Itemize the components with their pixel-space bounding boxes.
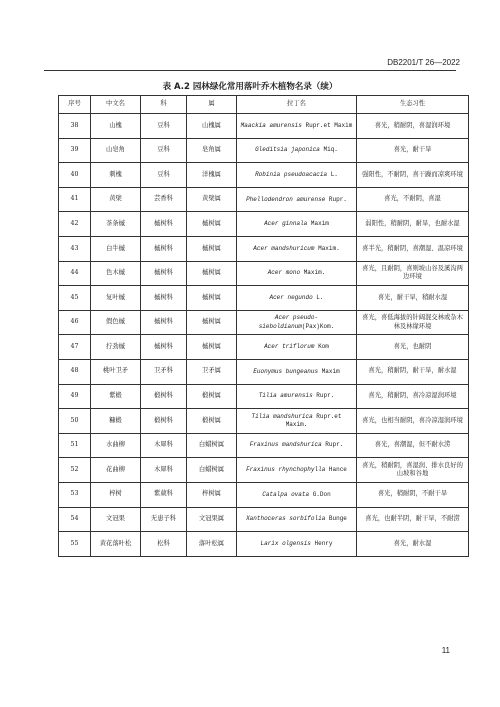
latin-authority: Miq.: [319, 146, 338, 154]
family-cell: 芸香科: [141, 187, 187, 212]
latin-name-cell: [237, 433, 357, 458]
latin-binomial: Tilia amurensis: [258, 392, 313, 400]
ecology-cell: 喜光，也耐阴: [357, 335, 469, 360]
latin-authority: (Pax)Kom.: [301, 322, 335, 330]
latin-authority: Maxim.: [314, 244, 340, 252]
table-row: [59, 482, 469, 507]
chinese-name-cell: 文冠果: [91, 507, 141, 532]
ecology-cell: 喜光，喜低海拔的针阔混交林或杂木林及林缘环境: [357, 310, 469, 335]
table-row: [59, 236, 469, 261]
latin-authority: Rupr.: [312, 392, 335, 400]
table-row: [59, 138, 469, 163]
latin-binomial: Acer pseudo-sieboldianum: [258, 314, 319, 330]
chinese-name-cell: 黄檗: [91, 187, 141, 212]
latin-authority: Henry: [310, 539, 333, 547]
chinese-name-cell: 糠椴: [91, 409, 141, 434]
latin-name-cell: [237, 409, 357, 434]
latin-binomial: Euonymus bungeanus: [253, 367, 319, 375]
ecology-cell: 强阳性，不耐阴，喜干躁而凉爽环境: [357, 163, 469, 188]
page-number: 11: [441, 646, 450, 655]
row-number-cell: 53: [59, 482, 91, 507]
row-number-cell: 49: [59, 384, 91, 409]
row-number-cell: 41: [59, 187, 91, 212]
genus-cell: 槭树属: [187, 261, 237, 286]
latin-authority: L.: [327, 170, 338, 178]
chinese-name-cell: 茶条槭: [91, 212, 141, 237]
family-cell: 豆科: [141, 163, 187, 188]
latin-binomial: Phellodendron amurense: [246, 195, 326, 203]
family-cell: 槭树科: [141, 261, 187, 286]
table-row: [59, 261, 469, 286]
ecology-cell: 喜光，喜潮湿，但不耐水涝: [357, 433, 469, 458]
ecology-cell: 喜光，稍耐阴，耐干旱，耐水湿: [357, 359, 469, 384]
column-header-genus: 属: [187, 96, 237, 114]
family-cell: 木犀科: [141, 458, 187, 483]
row-number-cell: 39: [59, 138, 91, 163]
family-cell: 椴树科: [141, 384, 187, 409]
chinese-name-cell: 紫椴: [91, 384, 141, 409]
latin-binomial: Acer negundo: [269, 293, 313, 301]
latin-authority: Rupr.et Maxim.: [285, 412, 342, 428]
chinese-name-cell: 白牛槭: [91, 236, 141, 261]
latin-authority: L.: [312, 293, 324, 301]
latin-binomial: Larix olgensis: [260, 539, 311, 547]
table-row: [59, 359, 469, 384]
latin-binomial: Acer ginnala: [264, 220, 308, 228]
family-cell: 槭树科: [141, 286, 187, 311]
latin-authority: Maxim: [307, 220, 329, 228]
genus-cell: 槭树属: [187, 310, 237, 335]
table-row: [59, 310, 469, 335]
row-number-cell: 47: [59, 335, 91, 360]
latin-name-cell: [237, 507, 357, 532]
family-cell: 松科: [141, 532, 187, 557]
table-row: [59, 433, 469, 458]
genus-cell: 黄檗属: [187, 187, 237, 212]
chinese-name-cell: 复叶槭: [91, 286, 141, 311]
family-cell: 无患子科: [141, 507, 187, 532]
column-header-latin-name: 拉丁名: [237, 96, 357, 114]
latin-authority: Rupr.et Maxim: [301, 121, 353, 129]
genus-cell: 槭树属: [187, 335, 237, 360]
genus-cell: 白蜡树属: [187, 433, 237, 458]
header-rule: [44, 70, 456, 71]
latin-name-cell: [237, 114, 357, 139]
row-number-cell: 44: [59, 261, 91, 286]
genus-cell: 槭树属: [187, 212, 237, 237]
row-number-cell: 51: [59, 433, 91, 458]
table-row: [59, 409, 469, 434]
ecology-cell: 喜光，耐水湿: [357, 532, 469, 557]
genus-cell: 洋槐属: [187, 163, 237, 188]
family-cell: 木犀科: [141, 433, 187, 458]
row-number-cell: 48: [59, 359, 91, 384]
table-row: [59, 286, 469, 311]
table-row: [59, 212, 469, 237]
latin-authority: Hance: [325, 466, 347, 474]
family-cell: 豆科: [141, 114, 187, 139]
column-header-chinese-name: 中文名: [91, 96, 141, 114]
chinese-name-cell: 梓树: [91, 482, 141, 507]
ecology-cell: 弱阳性，稍耐阴，耐旱，也耐水湿: [357, 212, 469, 237]
latin-name-cell: [237, 310, 357, 335]
latin-binomial: Fraxinus rhynchophylla: [246, 466, 326, 474]
ecology-cell: 喜光，稍耐阴，喜湿润、排水良好的山坡和谷地: [357, 458, 469, 483]
genus-cell: 槭树属: [187, 236, 237, 261]
ecology-cell: 喜光，不耐阴，喜湿: [357, 187, 469, 212]
table-row: [59, 507, 469, 532]
table-row: [59, 163, 469, 188]
latin-authority: Rupr.: [321, 441, 344, 449]
genus-cell: 椴树属: [187, 409, 237, 434]
latin-name-cell: [237, 532, 357, 557]
ecology-cell: 喜光，耐干旱，稍耐水湿: [357, 286, 469, 311]
chinese-name-cell: 黄花落叶松: [91, 532, 141, 557]
ecology-cell: 喜光，稍耐阴，不耐干旱: [357, 482, 469, 507]
family-cell: 紫葳科: [141, 482, 187, 507]
row-number-cell: 43: [59, 236, 91, 261]
row-number-cell: 45: [59, 286, 91, 311]
latin-binomial: Acer mandshuricum: [253, 244, 315, 252]
chinese-name-cell: 山皂角: [91, 138, 141, 163]
family-cell: 槭树科: [141, 335, 187, 360]
latin-binomial: Tilia mandshurica: [251, 412, 313, 420]
family-cell: 卫矛科: [141, 359, 187, 384]
row-number-cell: 42: [59, 212, 91, 237]
genus-cell: 梓树属: [187, 482, 237, 507]
table-header-row: [59, 96, 469, 114]
chinese-name-cell: 水曲柳: [91, 433, 141, 458]
ecology-cell: 喜半光，稍耐阴，喜潮湿、温凉环境: [357, 236, 469, 261]
latin-name-cell: [237, 236, 357, 261]
latin-binomial: Robinia pseudoacacia: [255, 170, 328, 178]
row-number-cell: 55: [59, 532, 91, 557]
latin-name-cell: [237, 482, 357, 507]
row-number-cell: 50: [59, 409, 91, 434]
chinese-name-cell: 山槐: [91, 114, 141, 139]
latin-binomial: Xanthoceras sorbifolia: [246, 515, 326, 523]
chinese-name-cell: 假色槭: [91, 310, 141, 335]
chinese-name-cell: 刺槐: [91, 163, 141, 188]
latin-authority: G.Don: [309, 490, 331, 498]
family-cell: 槭树科: [141, 212, 187, 237]
table-row: [59, 384, 469, 409]
latin-binomial: Gleditsia japonica: [255, 146, 320, 154]
table-row: [59, 458, 469, 483]
latin-name-cell: [237, 261, 357, 286]
row-number-cell: 46: [59, 310, 91, 335]
row-number-cell: 52: [59, 458, 91, 483]
genus-cell: 白蜡树属: [187, 458, 237, 483]
column-header-no: 序号: [59, 96, 91, 114]
genus-cell: 文冠果属: [187, 507, 237, 532]
chinese-name-cell: 色木槭: [91, 261, 141, 286]
latin-binomial: Acer mono: [267, 269, 301, 277]
table-row: [59, 187, 469, 212]
row-number-cell: 54: [59, 507, 91, 532]
latin-name-cell: [237, 359, 357, 384]
chinese-name-cell: 桃叶卫矛: [91, 359, 141, 384]
column-header-family: 科: [141, 96, 187, 114]
genus-cell: 山槐属: [187, 114, 237, 139]
genus-cell: 卫矛属: [187, 359, 237, 384]
row-number-cell: 40: [59, 163, 91, 188]
latin-name-cell: [237, 286, 357, 311]
ecology-cell: 喜光，耐干旱: [357, 138, 469, 163]
chinese-name-cell: 花曲柳: [91, 458, 141, 483]
latin-authority: Maxim.: [300, 269, 326, 277]
family-cell: 豆科: [141, 138, 187, 163]
genus-cell: 皂角属: [187, 138, 237, 163]
latin-authority: Maxim: [318, 367, 340, 375]
family-cell: 椴树科: [141, 409, 187, 434]
table-row: [59, 114, 469, 139]
latin-authority: Kom: [314, 343, 329, 351]
latin-authority: Rupr.: [325, 195, 347, 203]
latin-name-cell: [237, 187, 357, 212]
genus-cell: 落叶松属: [187, 532, 237, 557]
genus-cell: 槭树属: [187, 286, 237, 311]
latin-authority: Bunge: [325, 515, 347, 523]
plant-table: [58, 95, 469, 557]
latin-binomial: Maackia amurensis: [240, 121, 302, 129]
table-row: [59, 335, 469, 360]
ecology-cell: 喜光，且耐阴，喜则坡山谷及溪沟两边环境: [357, 261, 469, 286]
latin-name-cell: [237, 212, 357, 237]
latin-name-cell: [237, 335, 357, 360]
chinese-name-cell: 拧劲槭: [91, 335, 141, 360]
latin-name-cell: [237, 458, 357, 483]
latin-name-cell: [237, 138, 357, 163]
latin-name-cell: [237, 163, 357, 188]
ecology-cell: 喜光，也耐半阴，耐干旱，不耐涝: [357, 507, 469, 532]
ecology-cell: 喜光，也相当耐阴，喜冷凉湿润环境: [357, 409, 469, 434]
genus-cell: 椴树属: [187, 384, 237, 409]
latin-binomial: Fraxinus mandshurica: [249, 441, 322, 449]
table-row: [59, 532, 469, 557]
latin-binomial: Acer triflorum: [264, 343, 315, 351]
table-title: 表 A.2 园林绿化常用落叶乔木植物名录（续）: [162, 82, 338, 92]
latin-binomial: Catalpa ovata: [262, 490, 310, 498]
column-header-ecology: 生态习性: [357, 96, 469, 114]
family-cell: 槭树科: [141, 310, 187, 335]
ecology-cell: 喜光，稍耐阴，喜湿润环境: [357, 114, 469, 139]
document-code: DB2201/T 26—2022: [387, 58, 460, 67]
family-cell: 槭树科: [141, 236, 187, 261]
latin-name-cell: [237, 384, 357, 409]
row-number-cell: 38: [59, 114, 91, 139]
ecology-cell: 喜光，稍耐阴，喜冷凉湿润环境: [357, 384, 469, 409]
